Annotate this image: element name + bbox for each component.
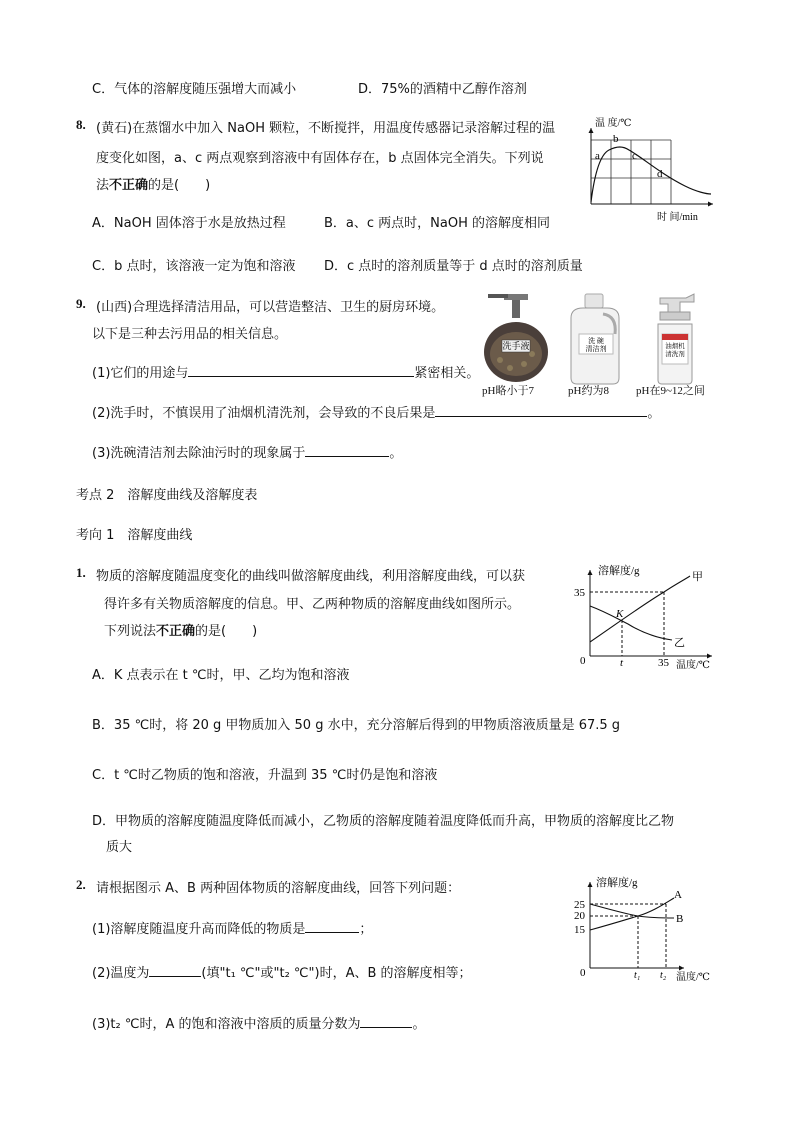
dish-detergent-image (563, 290, 629, 386)
answer-blank[interactable] (305, 920, 359, 933)
y-arrow-icon (588, 882, 593, 887)
x-tick-t1: t₁ (634, 970, 641, 981)
q9-part2: (2)洗手时，不慎误用了油烟机清洗剂，会导致的不良后果是 。 (92, 406, 661, 421)
q2-part1: (1)溶解度随温度升高而降低的物质是 ； (92, 922, 373, 937)
y-arrow-icon (588, 570, 593, 575)
caption-hood: pH在9~12之间 (636, 385, 705, 397)
q2-chart-xlabel: 温度/℃ (676, 972, 710, 983)
q8-option-a: A．NaOH 固体溶于水是放热过程 (92, 216, 286, 231)
q9-number: 9. (76, 296, 86, 311)
q9-part3: (3)洗碗清洁剂去除油污时的现象属于 。 (92, 446, 403, 461)
point-b-label: b (613, 133, 619, 145)
product-label-dish: 洗 碗清洁剂 (585, 337, 607, 353)
q8-number: 8. (76, 117, 86, 132)
q2-stem: 请根据图示 A、B 两种固体物质的溶解度曲线，回答下列问题： (96, 881, 461, 896)
q2-solubility-chart (572, 872, 722, 984)
caption-dish: pH约为8 (568, 385, 609, 397)
section-title: 考点 2 溶解度曲线及溶解度表 (76, 488, 258, 503)
answer-blank[interactable] (149, 964, 201, 977)
q2-part2: (2)温度为 (填"t₁ ℃"或"t₂ ℃")时，A、B 的溶解度相等； (92, 966, 472, 981)
prev-option-d: D．75%的酒精中乙醇作溶剂 (358, 82, 527, 97)
x-tick-t2: t₂ (660, 970, 667, 981)
answer-blank[interactable] (188, 364, 414, 377)
q9-stem-line2: 以下是三种去污用品的相关信息。 (92, 327, 288, 342)
q8-chart-ylabel: 温 度/℃ (595, 118, 632, 129)
q1-stem-line2: 得许多有关物质溶解度的信息。甲、乙两种物质的溶解度曲线如图所示。 (104, 597, 521, 612)
y-tick-15: 15 (574, 924, 585, 936)
x-arrow-icon (708, 202, 713, 207)
y-tick-20: 20 (574, 910, 585, 922)
x-tick-t: t (620, 657, 624, 669)
point-d-label: d (657, 168, 663, 180)
q2-chart-ylabel: 溶解度/g (596, 877, 638, 889)
q1-solubility-chart (572, 560, 722, 672)
emphasis: 不正确 (156, 624, 196, 639)
caption-hand-soap: pH略小于7 (482, 385, 534, 397)
q8-chart-xlabel: 时 间/min (657, 212, 698, 222)
q1-option-d-line1: D．甲物质的溶解度随温度降低而减小，乙物质的溶解度随着温度降低而升高，甲物质的溶解度比乙物 (92, 814, 675, 829)
emphasis: 不正确 (109, 178, 149, 193)
q2-part3: (3)t₂ ℃时，A 的饱和溶液中溶质的质量分数为 。 (92, 1017, 426, 1032)
x-arrow-icon (679, 966, 684, 971)
q1-option-d-line2: 质大 (106, 840, 133, 855)
x-arrow-icon (707, 654, 712, 659)
point-c-label: c (632, 150, 637, 162)
x-tick-0: 0 (580, 967, 586, 979)
q1-stem-line1: 物质的溶解度随温度变化的曲线叫做溶解度曲线，利用溶解度曲线，可以获 (96, 569, 526, 584)
q1-option-b: B．35 ℃时，将 20 g 甲物质加入 50 g 水中，充分溶解后得到的甲物质溶液质量是 67.5 g (92, 718, 621, 733)
y-arrow-icon (589, 128, 594, 133)
product-label-hood: 油烟机清洗剂 (665, 343, 685, 358)
q1-number: 1. (76, 565, 86, 580)
q1-stem-line3: 下列说法不正确的是( ) (104, 624, 258, 639)
q8-option-d: D．c 点时的溶剂质量等于 d 点时的溶剂质量 (324, 259, 583, 274)
y-tick-35: 35 (574, 587, 585, 599)
q9-part1: (1)它们的用途与 紧密相关。 (92, 366, 480, 381)
series-a-curve (590, 898, 674, 930)
y-tick-25: 25 (574, 899, 585, 911)
q8-option-b: B．a、c 两点时，NaOH 的溶解度相同 (324, 216, 550, 231)
answer-blank[interactable] (360, 1015, 412, 1028)
answer-blank[interactable] (305, 444, 389, 457)
point-a-label: a (595, 150, 600, 162)
x-tick-0: 0 (580, 655, 586, 667)
q1-option-c: C．t ℃时乙物质的饱和溶液，升温到 35 ℃时仍是饱和溶液 (92, 768, 438, 783)
q8-stem-line3: 法不正确的是( ) (96, 178, 211, 193)
series-yi-label: 乙 (674, 637, 685, 649)
q8-option-c: C．b 点时，该溶液一定为饱和溶液 (92, 259, 296, 274)
series-jia-label: 甲 (692, 571, 703, 583)
answer-blank[interactable] (435, 404, 647, 417)
q1-option-a: A．K 点表示在 t ℃时，甲、乙均为饱和溶液 (92, 668, 350, 683)
hand-soap-image (476, 290, 558, 386)
q8-stem-line1: (黄石)在蒸馏水中加入 NaOH 颗粒，不断搅拌，用温度传感器记录溶解过程的温 (96, 121, 556, 136)
x-tick-35: 35 (658, 657, 669, 669)
prev-option-c: C．气体的溶解度随压强增大而减小 (92, 82, 297, 97)
series-a-label: A (674, 889, 682, 901)
product-label-hand-soap: 洗手液 (502, 341, 530, 351)
hood-cleaner-image (650, 290, 706, 386)
q1-chart-xlabel: 温度/℃ (676, 660, 710, 671)
series-yi-curve (590, 606, 672, 640)
q1-chart-ylabel: 溶解度/g (598, 565, 640, 577)
section-subtitle: 考向 1 溶解度曲线 (76, 528, 193, 543)
q2-number: 2. (76, 877, 86, 892)
q8-stem-line2: 度变化如图，a、c 两点观察到溶液中有固体存在，b 点固体完全消失。下列说 (96, 151, 544, 166)
series-b-label: B (676, 913, 684, 925)
q9-stem-line1: (山西)合理选择清洁用品，可以营造整洁、卫生的厨房环境。 (96, 300, 445, 315)
q8-temperature-chart (585, 110, 720, 222)
series-jia-curve (590, 576, 690, 642)
point-k-label: K (616, 608, 624, 620)
